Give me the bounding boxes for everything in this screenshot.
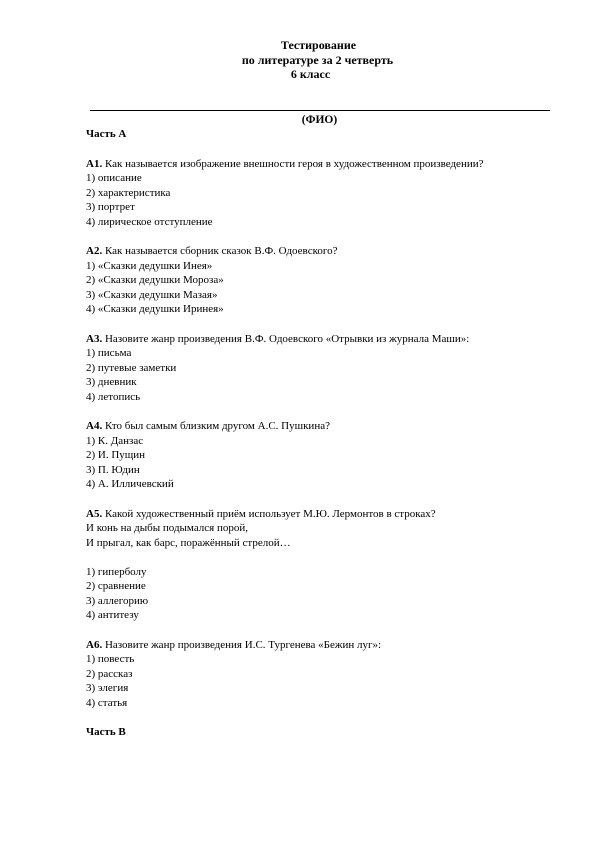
quote-line: И прыгал, как барс, поражённый стрелой… — [86, 536, 291, 549]
answer-option: 3) элегия — [86, 682, 129, 694]
question-text — [86, 244, 556, 259]
part-a-heading: Часть А — [86, 128, 127, 140]
question-a6 — [86, 638, 556, 711]
question-prompt: Кто был самым близким другом А.С. Пушкина? — [104, 420, 330, 432]
question-prompt: Как называется сборник сказок В.Ф. Одоевского? — [104, 245, 338, 257]
header-title: Тестирование — [280, 38, 357, 52]
answer-option: 1) «Сказки дедушки Инея» — [86, 259, 213, 272]
answer-option: 2) И. Пущин — [86, 449, 146, 461]
question-text — [86, 507, 556, 522]
answer-option: 1) письма — [86, 347, 132, 359]
quote-line: И конь на дыбы подымался порой, — [86, 522, 249, 534]
question-number: А1. — [86, 157, 103, 170]
question-a1 — [86, 157, 556, 230]
question-number: А5. — [86, 507, 103, 520]
question-number: А6. — [86, 638, 103, 651]
answer-option: 2) путевые заметки — [86, 361, 177, 374]
answer-option: 4) А. Илличевский — [86, 478, 174, 490]
question-prompt: Назовите жанр произведения В.Ф. Одоевского «Отрывки из журнала Маши»: — [104, 332, 470, 345]
answer-option: 1) К. Данзас — [86, 434, 144, 447]
answer-option: 2) рассказ — [86, 667, 133, 680]
question-a2 — [86, 244, 556, 317]
question-text — [86, 332, 556, 347]
question-a3 — [86, 332, 556, 405]
question-number: А3. — [86, 332, 103, 345]
question-number: А4. — [86, 420, 103, 432]
answer-option: 2) «Сказки дедушки Мороза» — [86, 274, 224, 286]
question-a5 — [86, 507, 556, 623]
answer-option: 4) статья — [86, 696, 128, 709]
header-subject: по литературе за 2 четверть — [241, 52, 394, 67]
spacer — [86, 550, 556, 565]
answer-option: 4) антитезу — [86, 609, 139, 621]
document-header — [0, 38, 595, 82]
question-number: А2. — [86, 245, 103, 257]
answer-option: 1) гиперболу — [86, 565, 147, 578]
answer-option: 1) повесть — [86, 653, 135, 665]
answer-option: 4) летопись — [86, 390, 141, 403]
answer-option: 4) «Сказки дедушки Иринея» — [86, 303, 224, 315]
fio-label: (ФИО) — [301, 114, 338, 126]
answer-option: 4) лирическое отступление — [86, 215, 213, 228]
part-b-heading: Часть В — [86, 726, 126, 738]
question-text — [86, 638, 556, 653]
answer-option: 3) «Сказки дедушки Мазая» — [86, 288, 218, 301]
question-a4 — [86, 419, 556, 492]
question-prompt: Какой художественный приём использует М.Ю. Лермонтов в строках? — [104, 507, 436, 520]
header-grade: 6 класс — [290, 67, 331, 81]
answer-option: 3) аллегорию — [86, 594, 149, 607]
question-text — [86, 157, 556, 172]
question-prompt: Как называется изображение внешности героя в художественном произведении? — [104, 157, 484, 170]
answer-option: 3) П. Юдин — [86, 463, 140, 476]
name-blank-line — [90, 110, 550, 111]
answer-option: 3) портрет — [86, 201, 135, 213]
answer-option: 3) дневник — [86, 376, 137, 388]
test-body — [86, 127, 556, 740]
question-prompt: Назовите жанр произведения И.С. Тургенева «Бежин луг»: — [104, 638, 382, 651]
answer-option: 2) характеристика — [86, 186, 171, 199]
answer-option: 1) описание — [86, 172, 142, 184]
answer-option: 2) сравнение — [86, 580, 146, 592]
question-text — [86, 419, 556, 434]
